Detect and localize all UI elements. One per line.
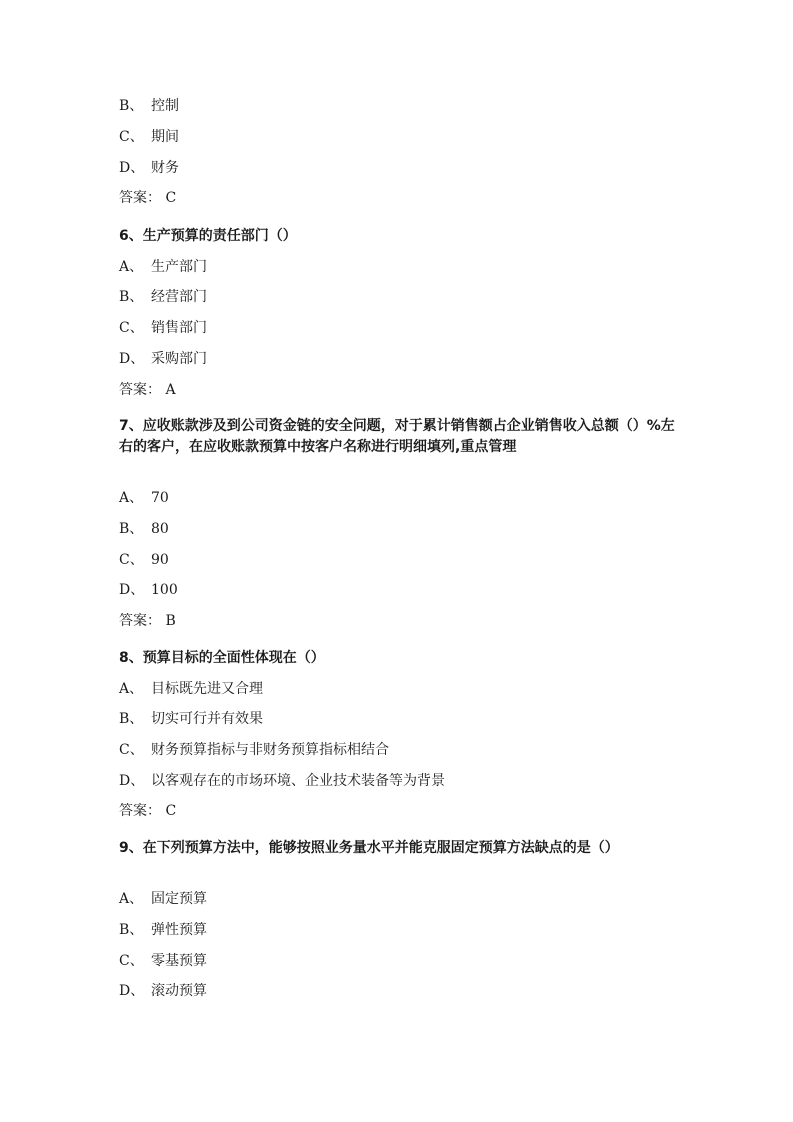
answer: 答案： C [119,190,177,206]
question-7-stem: 7、应收账款涉及到公司资金链的安全问题，对于累计销售额占企业销售收入总额（）%左右的客户，在应收账款预算中按客户名称进行明细填列,重点管理 [119,418,675,455]
option-a: A、 目标既先进又合理 [119,681,263,697]
answer: 答案： C [119,803,177,819]
option-d: D、 滚动预算 [119,983,207,999]
option-d: D、 财务 [119,160,179,176]
option-c: C、 财务预算指标与非财务预算指标相结合 [119,742,389,758]
option-c: C、 期间 [119,129,179,145]
option-b: B、 80 [119,521,169,537]
option-b: B、 控制 [119,98,179,114]
option-a: A、 70 [119,490,169,506]
question-9-stem: 9、在下列预算方法中，能够按照业务量水平并能克服固定预算方法缺点的是（） [119,840,619,856]
option-d: D、 100 [119,582,178,598]
option-a: A、 固定预算 [119,891,207,907]
answer: 答案： B [119,613,176,629]
answer: 答案： A [119,382,176,398]
option-d: D、 采购部门 [119,351,207,367]
option-c: C、 销售部门 [119,320,207,336]
question-8-stem: 8、预算目标的全面性体现在（） [119,650,325,666]
question-6-stem: 6、生产预算的责任部门（） [119,228,297,244]
option-a: A、 生产部门 [119,259,207,275]
option-c: C、 90 [119,552,169,568]
option-b: B、 切实可行并有效果 [119,711,263,727]
option-b: B、 弹性预算 [119,922,207,938]
option-c: C、 零基预算 [119,953,207,969]
option-b: B、 经营部门 [119,289,207,305]
option-d: D、 以客观存在的市场环境、企业技术装备等为背景 [119,773,445,789]
